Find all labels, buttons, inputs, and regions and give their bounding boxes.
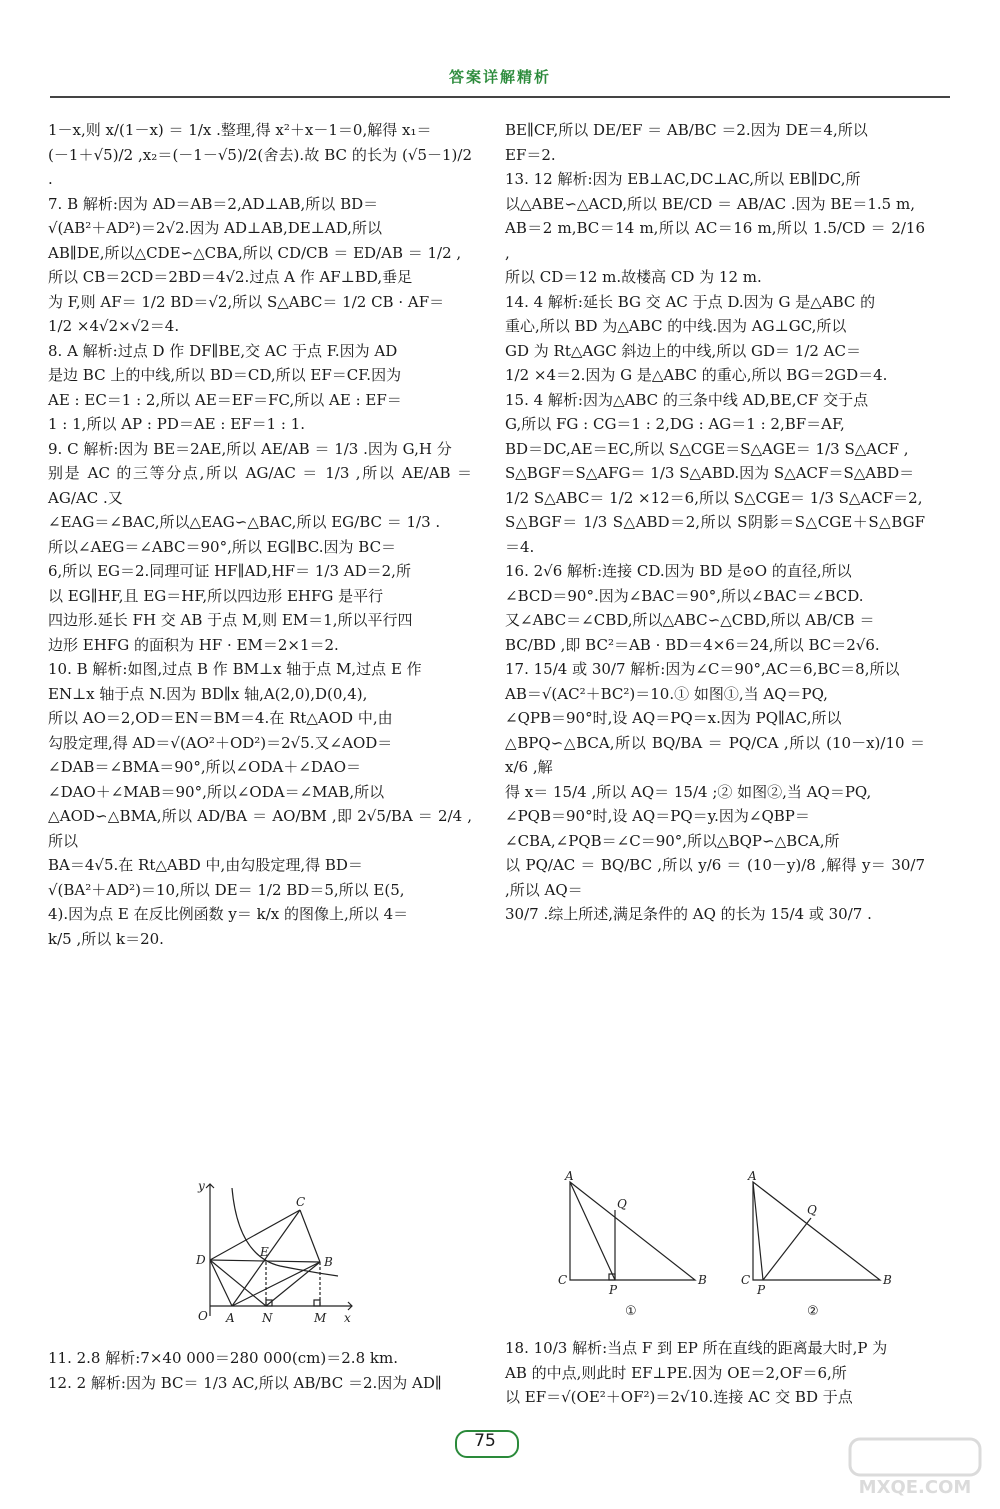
text-line: AB＝√(AC²＋BC²)＝10.① 如图①,当 AQ＝PQ,	[505, 684, 828, 703]
text-line: 1/2 ×4√2×√2＝4.	[48, 317, 180, 335]
text-line: k/5 ,所以 k＝20.	[48, 929, 164, 948]
segment-da	[210, 1260, 232, 1306]
text-line: 所以 AO＝2,OD＝EN＝BM＝4.在 Rt△AOD 中,由	[48, 709, 393, 727]
text-line: 四边形.延长 FH 交 AB 于点 M,则 EM＝1,所以平行四	[48, 611, 413, 629]
text-line: 得 x＝ 15/4 ,所以 AQ＝ 15/4 ;② 如图②,当 AQ＝PQ,	[505, 782, 872, 801]
text-line: 1－x,则 x/(1－x) ＝ 1/x .整理,得 x²＋x－1＝0,解得 x₁＝	[48, 121, 432, 139]
left-after-figure	[48, 1346, 472, 1395]
label-a2: A	[748, 1170, 757, 1183]
text-line: 4).因为点 E 在反比例函数 y＝ k/x 的图像上,所以 4＝	[48, 905, 409, 923]
text-line: 以△ABE∽△ACD,所以 BE/CD ＝ AB/AC .因为 BE＝1.5 m,	[505, 194, 915, 213]
text-line: 1/2 ×4＝2.因为 G 是△ABC 的重心,所以 BG＝2GD＝4.	[505, 366, 888, 384]
segment-ab	[232, 1262, 320, 1306]
segment-dn	[210, 1260, 266, 1306]
text-line: S△BGF＝ 1/3 S△ABD＝2,所以 S阴影＝S△CGE＋S△BGF＝4.	[505, 513, 925, 556]
text-line: 所以 CD＝12 m.故楼高 CD 为 12 m.	[505, 268, 762, 286]
text-line: √(AB²＋AD²)＝2√2.因为 AD⊥AB,DE⊥AD,所以	[48, 219, 382, 237]
text-line: 17. 15/4 或 30/7 解析:因为∠C＝90°,AC＝6,BC＝8,所以	[505, 660, 900, 678]
label-c: C	[296, 1195, 306, 1209]
text-line: 1/2 S△ABC＝ 1/2 ×12＝6,所以 S△CGE＝ 1/3 S△ACF＝2,	[505, 488, 923, 507]
page-number-text: 75	[474, 1431, 496, 1451]
text-line: AE : EC＝1 : 2,所以 AE＝EF＝FC,所以 AE : EF＝	[48, 390, 402, 409]
text-line: 6,所以 EG＝2.同理可证 HF∥AD,HF＝ 1/3 AD＝2,所	[48, 562, 411, 580]
label-e: E	[260, 1245, 269, 1259]
text-line: 14. 4 解析:延长 BG 交 AC 于点 D.因为 G 是△ABC 的	[505, 292, 876, 311]
header-title: 答案详解精析	[448, 68, 551, 86]
text-line: 所以 CB＝2CD＝2BD＝4√2.过点 A 作 AF⊥BD,垂足	[48, 268, 413, 286]
text-line: 以 EG∥HF,且 EG＝HF,所以四边形 EHFG 是平行	[48, 586, 384, 605]
text-line: ∠QPB＝90°时,设 AQ＝PQ＝x.因为 PQ∥AC,所以	[505, 709, 842, 727]
text-line: 7. B 解析:因为 AD＝AB＝2,AD⊥AB,所以 BD＝	[48, 194, 379, 213]
text-line: AB∥DE,所以△CDE∽△CBA,所以 CD/CB ＝ ED/AB ＝ 1/2 ,	[48, 243, 462, 262]
text-line: ∠BCD＝90°.因为∠BAC＝90°,所以∠BAC＝∠BCD.	[505, 586, 864, 605]
watermark	[840, 1435, 990, 1505]
label-b: B	[324, 1255, 333, 1269]
watermark-url: MXQE.COM	[858, 1477, 972, 1498]
text-line: 16. 2√6 解析:连接 CD.因为 BD 是⊙O 的直径,所以	[505, 562, 852, 580]
text-line: 9. C 解析:因为 BE＝2AE,所以 AE/AB ＝ 1/3 .因为 G,H 分	[48, 439, 452, 458]
watermark-logo-icon	[840, 1435, 990, 1479]
header-divider	[50, 96, 950, 98]
triangle-1	[570, 1182, 695, 1280]
text-line: 10. B 解析:如图,过点 B 作 BM⊥x 轴于点 M,过点 E 作	[48, 660, 422, 678]
text-line: 15. 4 解析:因为△ABC 的三条中线 AD,BE,CF 交于点	[505, 390, 869, 409]
label-c1: C	[558, 1273, 568, 1287]
label-y: y	[198, 1179, 205, 1193]
text-line: 重心,所以 BD 为△ABC 的中线.因为 AG⊥GC,所以	[505, 317, 847, 335]
text-line: AB＝2 m,BC＝14 m,所以 AC＝16 m,所以 1.5/CD ＝ 2/16 ,	[505, 219, 925, 262]
text-line: 边形 EHFG 的面积为 HF · EM＝2×1＝2.	[48, 635, 339, 654]
label-m: M	[314, 1311, 327, 1325]
text-line: EN⊥x 轴于点 N.因为 BD∥x 轴,A(2,0),D(0,4),	[48, 684, 368, 703]
label-p2: P	[757, 1283, 766, 1297]
text-line: EF＝2.	[505, 145, 556, 164]
text-line: 1 : 1,所以 AP : PD＝AE : EF＝1 : 1.	[48, 415, 306, 433]
label-b2: B	[883, 1273, 892, 1287]
caption-figure-1: ①	[625, 1304, 637, 1319]
label-b1: B	[698, 1273, 707, 1287]
text-line: 勾股定理,得 AD＝√(AO²＋OD²)＝2√5.又∠AOD＝	[48, 733, 393, 752]
text-line: △BPQ∽△BCA,所以 BQ/BA ＝ PQ/CA ,所以 (10－x)/10 ＝ x/6 ,解	[505, 733, 925, 776]
label-x: x	[344, 1311, 351, 1325]
text-line: ∠PQB＝90°时,设 AQ＝PQ＝y.因为∠QBP＝	[505, 807, 810, 825]
text-line: 13. 12 解析:因为 EB⊥AC,DC⊥AC,所以 EB∥DC,所	[505, 170, 861, 188]
text-line: BD＝DC,AE＝EC,所以 S△CGE＝S△AGE＝ 1/3 S△ACF ,	[505, 439, 909, 458]
segment-cb	[300, 1210, 320, 1262]
segment-ap-1	[570, 1182, 615, 1280]
text-line: ∠DAO＋∠MAB＝90°,所以∠ODA＝∠MAB,所以	[48, 782, 385, 801]
figure-coordinate-plane	[180, 1176, 360, 1326]
text-line: 为 F,则 AF＝ 1/2 BD＝√2,所以 S△ABC＝ 1/2 CB · AF＝	[48, 292, 445, 311]
left-column	[48, 118, 472, 951]
text-line: √(BA²＋AD²)＝10,所以 DE＝ 1/2 BD＝5,所以 E(5,	[48, 880, 405, 899]
text-line: ∠CBA,∠PQB＝∠C＝90°,所以△BQP∽△BCA,所	[505, 831, 840, 850]
text-line: 以 PQ/AC ＝ BQ/BC ,所以 y/6 ＝ (10－y)/8 ,解得 y＝ 30/7 ,所以 AQ＝	[505, 856, 925, 899]
text-line: 又∠ABC＝∠CBD,所以△ABC∽△CBD,所以 AB/CB ＝	[505, 611, 875, 629]
text-line: BE∥CF,所以 DE/EF ＝ AB/BC ＝2.因为 DE＝4,所以	[505, 121, 868, 139]
caption-figure-2: ②	[807, 1304, 819, 1319]
text-line: △AOD∽△BMA,所以 AD/BA ＝ AO/BM ,即 2√5/BA ＝ 2/4 ,所以	[48, 807, 472, 850]
label-p1: P	[609, 1283, 618, 1297]
right-column	[505, 118, 925, 927]
text-line: BA＝4√5.在 Rt△ABD 中,由勾股定理,得 BD＝	[48, 856, 363, 874]
text-line: ∠DAB＝∠BMA＝90°,所以∠ODA＋∠DAO＝	[48, 758, 362, 776]
page-number	[440, 1428, 560, 1458]
text-line: GD 为 Rt△AGC 斜边上的中线,所以 GD＝ 1/2 AC＝	[505, 341, 861, 360]
text-line: 别是 AC 的三等分点,所以 AG/AC ＝ 1/3 ,所以 AE/AB ＝ AG/AC .又	[48, 464, 472, 507]
text-line: 8. A 解析:过点 D 作 DF∥BE,交 AC 于点 F.因为 AD	[48, 341, 398, 360]
label-a1: A	[565, 1170, 574, 1183]
label-q1: Q	[617, 1197, 627, 1211]
text-line: ∠EAG＝∠BAC,所以△EAG∽△BAC,所以 EG/BC ＝ 1/3 .	[48, 513, 441, 531]
text-line: S△BGF＝S△AFG＝ 1/3 S△ABD.因为 S△ACF＝S△ABD＝	[505, 464, 915, 482]
text-line: BC/BD ,即 BC²＝AB · BD＝4×6＝24,所以 BC＝2√6.	[505, 635, 880, 654]
text-line: AB 的中点,则此时 EF⊥PE.因为 OE＝2,OF＝6,所	[505, 1363, 847, 1382]
segment-pq-2	[763, 1218, 811, 1280]
text-line: 30/7 .综上所述,满足条件的 AQ 的长为 15/4 或 30/7 .	[505, 905, 872, 923]
right-angle-m	[314, 1300, 320, 1306]
text-line: 12. 2 解析:因为 BC＝ 1/3 AC,所以 AB/BC ＝2.因为 AD∥	[48, 1373, 442, 1392]
text-line: 18. 10/3 解析:当点 F 到 EP 所在直线的距离最大时,P 为	[505, 1339, 888, 1357]
label-q2: Q	[807, 1203, 817, 1217]
segment-ap-2	[753, 1182, 763, 1280]
text-line: 所以∠AEG＝∠ABC＝90°,所以 EG∥BC.因为 BC＝	[48, 537, 397, 556]
label-o: O	[198, 1309, 208, 1323]
triangle-2	[753, 1182, 880, 1280]
label-n: N	[262, 1311, 273, 1325]
label-c2: C	[741, 1273, 751, 1287]
label-d: D	[196, 1253, 206, 1267]
figure-triangles	[555, 1170, 905, 1325]
page-header	[0, 0, 1000, 104]
text-line: 11. 2.8 解析:7×40 000＝280 000(cm)＝2.8 km.	[48, 1349, 398, 1367]
text-line: 以 EF＝√(OE²＋OF²)＝2√10.连接 AC 交 BD 于点	[505, 1388, 853, 1406]
label-a: A	[226, 1311, 235, 1325]
right-after-figure	[505, 1336, 925, 1410]
text-line: (－1＋√5)/2 ,x₂＝(－1－√5)/2(舍去).故 BC 的长为 (√5－1)/2 .	[48, 145, 472, 188]
text-line: G,所以 FG : CG＝1 : 2,DG : AG＝1 : 2,BF＝AF,	[505, 415, 845, 433]
text-line: 是边 BC 上的中线,所以 BD＝CD,所以 EF＝CF.因为	[48, 366, 402, 384]
